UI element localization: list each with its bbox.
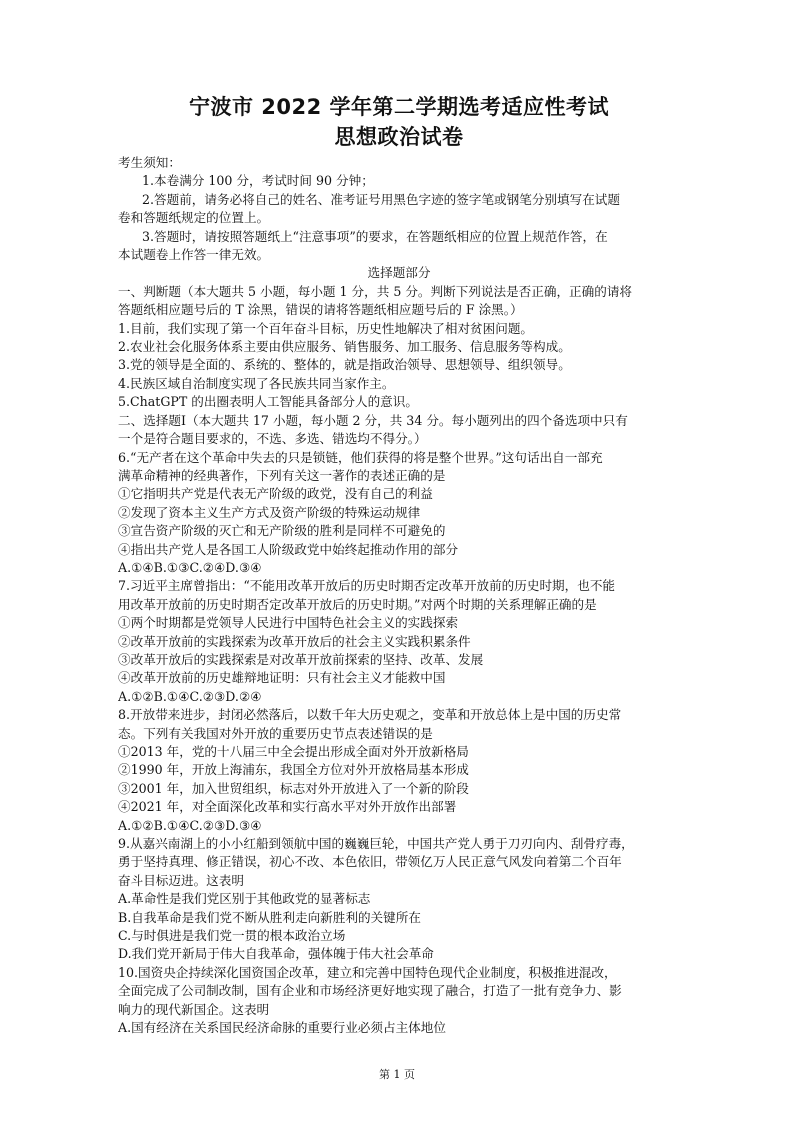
statement-2: ②1990 年，开放上海浦东，我国全方位对外开放格局基本形成 [118,762,469,778]
option-c: C.与时俱进是我们党一贯的根本政治立场 [118,928,346,944]
question-4: 4.民族区域自治制度实现了各民族共同当家作主。 [118,375,395,391]
part-1-header-cont: 答题纸相应题号后的 T 涂黑，错误的请将答题纸相应题号后的 F 涂黑。） [118,302,523,318]
answer-choices: A.①④B.①③C.②④D.③④ [118,559,262,575]
question-stem-cont: 用改革开放前的历史时期否定改革开放后的历史时期。”对两个时期的关系理解正确的是 [118,596,597,612]
question-stem: 8.开放带来进步，封闭必然落后，以数千年大历史观之，变革和开放总体上是中国的历史常 [118,707,622,723]
notice-item-2b: 卷和答题纸规定的位置上。 [118,210,270,226]
question-stem-cont: 勇于坚持真理、修正错误，初心不改、本色依旧，带领亿万人民正意气风发向着第二个百年 [118,854,622,870]
question-stem: 6.“无产者在这个革命中失去的只是锁链，他们获得的将是整个世界。”这句话出自一部充 [118,449,603,465]
question-3: 3.党的领导是全面的、系统的、整体的，就是指政治领导、思想领导、组织领导。 [118,357,571,373]
question-8 [118,706,680,835]
question-stem-end: 奋斗目标迈进。这表明 [118,872,244,888]
page-number: 第 1 页 [379,1068,415,1081]
notice-heading: 考生须知： [118,155,181,170]
option-b: B.自我革命是我们党不断从胜利走向新胜利的关键所在 [118,909,421,925]
statement-4: ④改革开放前的历史雄辩地证明：只有社会主义才能救中国 [118,670,446,686]
question-stem: 9.从嘉兴南湖上的小小红船到领航中国的巍巍巨轮，中国共产党人勇于刀刃向内、刮骨疗毒， [118,836,634,852]
section-title: 选择题部分 [367,265,431,281]
question-stem-end: 响力的现代新国企。这表明 [118,1001,270,1017]
option-a: A.国有经济在关系国民经济命脉的重要行业必须占主体地位 [118,1020,446,1036]
question-5: 5.ChatGPT 的出圈表明人工智能具备部分人的意识。 [118,394,418,410]
statement-1: ①两个时期都是党领导人民进行中国特色社会主义的实践探索 [118,615,459,631]
statement-3: ③宣告资产阶级的灭亡和无产阶级的胜利是同样不可避免的 [118,523,446,539]
question-10 [118,964,680,1038]
part-2-header: 二、选择题Ⅰ（本大题共 17 小题，每小题 2 分，共 34 分。每小题列出的四个备选项中只有 [118,412,628,428]
exam-subtitle: 思想政治试卷 [334,125,464,149]
statement-1: ①2013 年，党的十八届三中全会提出形成全面对外开放新格局 [118,744,469,759]
statement-4: ④指出共产党人是各国工人阶级政党中始终起推动作用的部分 [118,541,459,557]
candidate-notice [118,154,680,264]
question-stem-cont: 满革命精神的经典著作，下列有关这一著作的表述正确的是 [118,467,446,483]
notice-item-2a: 2.答题前，请务必将自己的姓名、准考证号用黑色字迹的签字笔或钢笔分别填写在试题 [142,191,620,207]
statement-1: ①它指明共产党是代表无产阶级的政党，没有自己的利益 [118,486,433,502]
statement-2: ②发现了资本主义生产方式及资产阶级的特殊运动规律 [118,504,421,520]
part-1-header: 一、判断题（本大题共 5 小题，每小题 1 分，共 5 分。判断下列说法是否正确，正确的请将 [118,283,633,299]
question-6 [118,449,680,578]
exam-page [118,92,680,1038]
statement-2: ②改革开放前的实践探索为改革开放后的社会主义实践积累条件 [118,633,471,649]
question-stem-cont: 全面完成了公司制改制，国有企业和市场经济更好地实现了融合，打造了一批有竞争力、影 [118,983,622,999]
part-2-multiple-choice [118,412,680,449]
statement-3: ③改革开放后的实践探索是对改革开放前探索的坚持、改革、发展 [118,651,484,667]
notice-item-3b: 本试题卷上作答一律无效。 [118,247,270,263]
question-9 [118,835,680,964]
question-stem: 10.国资央企持续深化国资国企改革，建立和完善中国特色现代企业制度，积极推进混改， [118,964,617,980]
question-stem: 7.习近平主席曾指出：“不能用改革开放后的历史时期否定改革开放前的历史时期，也不能 [118,578,616,594]
part-1-true-false [118,283,680,412]
option-a: A.革命性是我们党区别于其他政党的显著标志 [118,891,371,907]
notice-item-1: 1.本卷满分 100 分，考试时间 90 分钟； [142,173,374,189]
exam-title: 宁波市 2022 学年第二学期选考适应性考试 [188,95,610,119]
option-d: D.我们党开新局于伟大自我革命，强体魄于伟大社会革命 [118,946,434,962]
notice-item-3a: 3.答题时，请按照答题纸上“注意事项”的要求，在答题纸相应的位置上规范作答，在 [142,228,608,244]
statement-4: ④2021 年，对全面深化改革和实行高水平对外开放作出部署 [118,799,457,815]
answer-choices: A.①②B.①④C.②③D.②④ [118,688,262,704]
question-2: 2.农业社会化服务体系主要由供应服务、销售服务、加工服务、信息服务等构成。 [118,339,571,355]
statement-3: ③2001 年，加入世贸组织，标志对外开放进入了一个新的阶段 [118,780,469,796]
question-7 [118,577,680,706]
question-stem-cont: 态。下列有关我国对外开放的重要历史节点表述错误的是 [118,725,433,741]
answer-choices: A.①②B.①④C.②③D.③④ [118,817,262,833]
part-2-header-cont: 一个是符合题目要求的，不选、多选、错选均不得分。） [118,431,427,447]
question-1: 1.目前，我们实现了第一个百年奋斗目标，历史性地解决了相对贫困问题。 [118,320,534,336]
